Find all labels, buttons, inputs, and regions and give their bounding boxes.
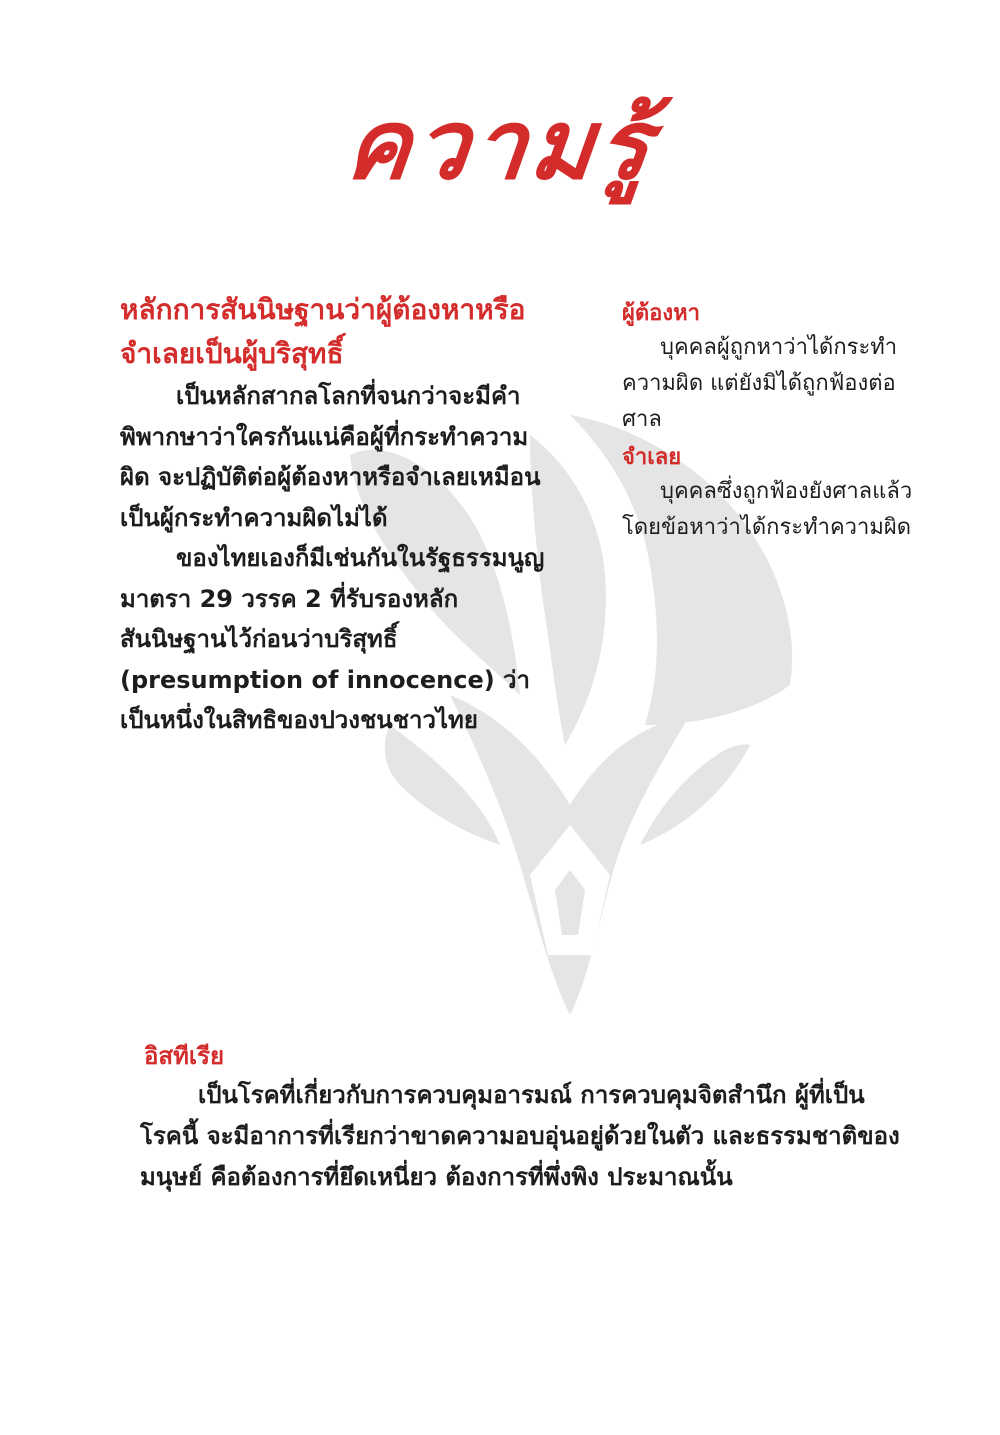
article-paragraph: ของไทยเองก็มีเช่นกันในรัฐธรรมนูญ มาตรา 29 วรรค 2 ที่รับรองหลักสันนิษฐานไว้ก่อนว่าบริสุทธิ์ (presumption of innocence) ว่าเป็นหนึ่งในสิทธิของปวงชนชาวไทย	[120, 544, 545, 734]
note-heading: อิสทีเรีย	[144, 1042, 225, 1070]
note-paragraph: เป็นโรคที่เกี่ยวกับการควบคุมอารมณ์ การควบคุมจิตสำนึก ผู้ที่เป็นโรคนี้ จะมีอาการที่เรียกว่าขาดความอบอุ่นอยู่ด้วยในตัว และธรรมชาติของมนุษย์ คือต้องการที่ยึดเหนี่ยว ต้องการที่พึ่งพิง ประมาณนั้น	[140, 1081, 900, 1191]
main-article	[120, 288, 550, 741]
glossary-term: ผู้ต้องหา	[622, 301, 700, 326]
bottom-note	[140, 1037, 900, 1198]
page-title: ความรู้	[340, 89, 660, 201]
glossary-definition: บุคคลผู้ถูกหาว่าได้กระทำความผิด แต่ยังมิได้ถูกฟ้องต่อศาล	[622, 335, 898, 432]
glossary-term: จำเลย	[622, 445, 682, 470]
glossary-definition: บุคคลซึ่งถูกฟ้องยังศาลแล้วโดยข้อหาว่าได้กระทำความผิด	[622, 479, 913, 540]
article-paragraph: เป็นหลักสากลโลกที่จนกว่าจะมีคำพิพากษาว่าใครกันแน่คือผู้ที่กระทำความผิด จะปฏิบัติต่อผู้ต้องหาหรือจำเลยเหมือนเป็นผู้กระทำความผิดไม่ได้	[120, 382, 541, 532]
article-heading: หลักการสันนิษฐานว่าผู้ต้องหาหรือจำเลยเป็นผู้บริสุทธิ์	[120, 293, 526, 370]
glossary-sidebar	[622, 298, 922, 550]
